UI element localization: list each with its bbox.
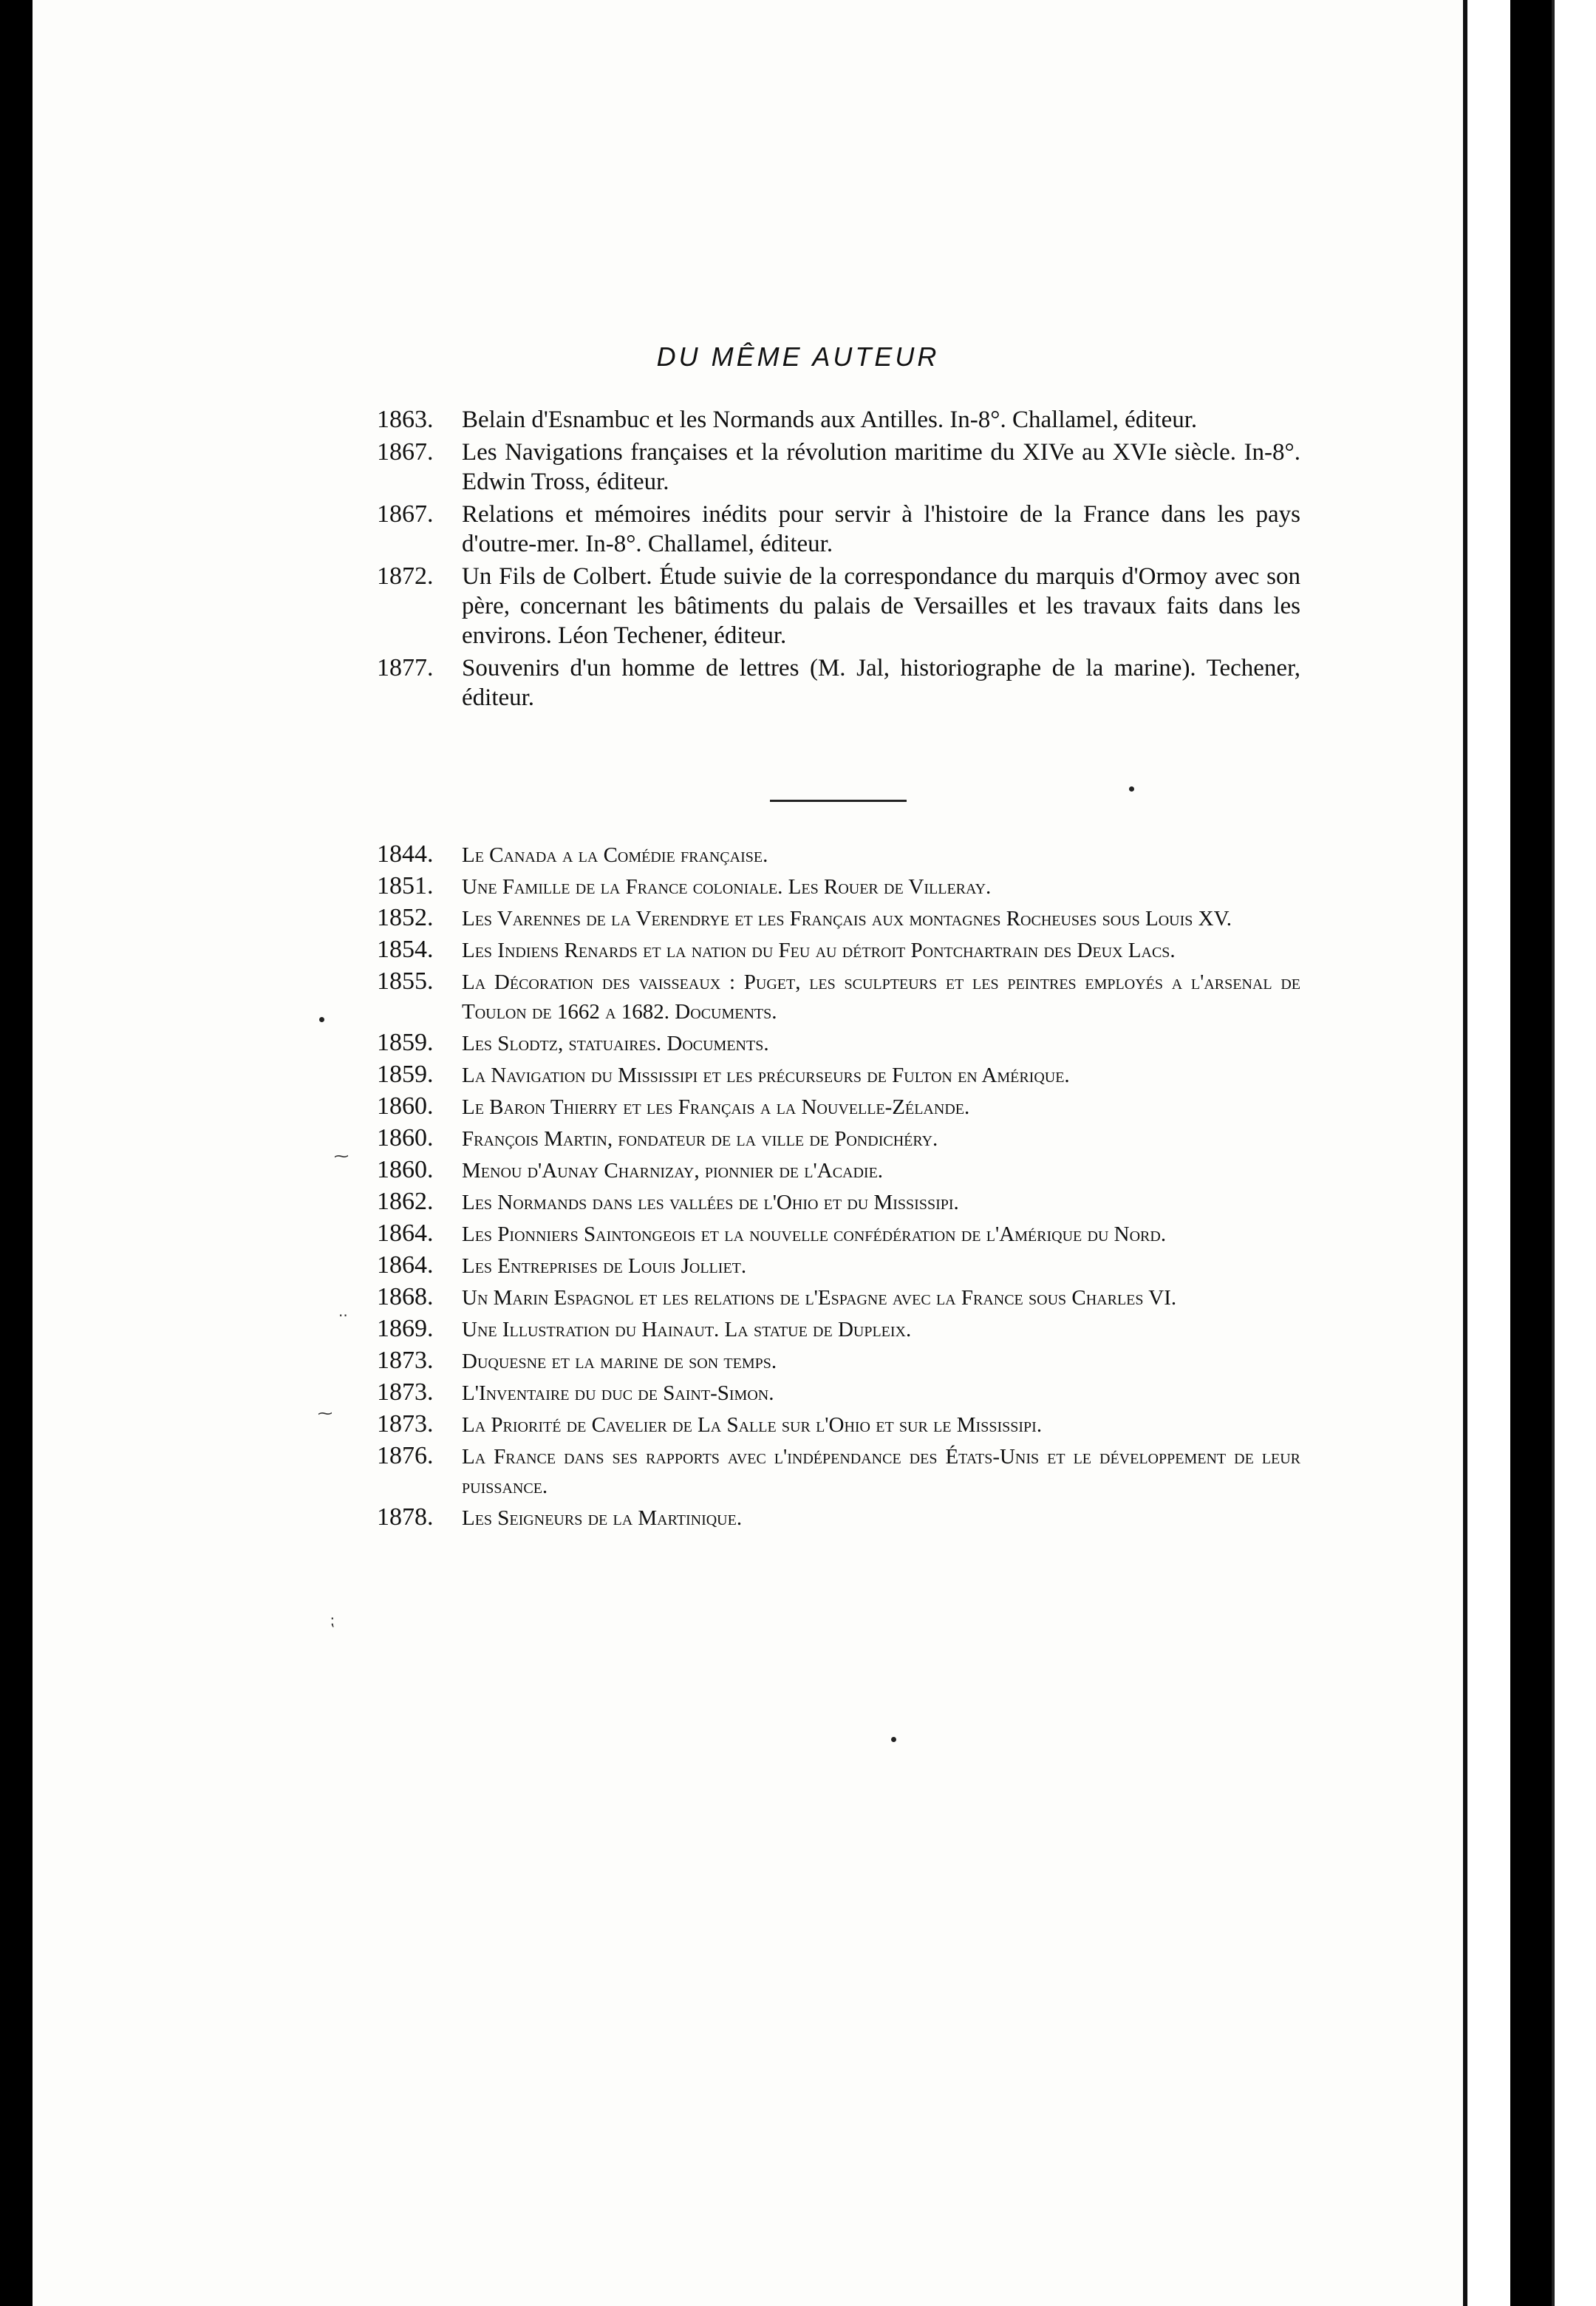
list-item [377,1282,1300,1313]
entry-text: Une Illustration du Hainaut. La statue de Dupleix. [462,1318,912,1341]
secondary-works-list [377,840,1300,1534]
list-item [377,903,1300,933]
entry-year: 1851. [377,872,434,899]
margin-mark: ·· [338,1307,348,1324]
entry-text: Belain d'Esnambuc et les Normands aux Antilles. In-8°. Challamel, éditeur. [462,407,1198,433]
entry-text: Les Navigations françaises et la révolution maritime du XIVe au XVIe siècle. In-8°. Edwin Tross, éditeur. [462,439,1300,495]
entry-text: Les Normands dans les vallées de l'Ohio et du Mississipi. [462,1191,959,1214]
section-divider [770,800,907,802]
margin-mark: ⁏ [330,1611,335,1629]
list-item [377,1346,1300,1376]
entry-year: 1873. [377,1378,434,1406]
primary-works-list [377,405,1300,715]
entry-text: Menou d'Aunay Charnizay, pionnier de l'Acadie. [462,1159,884,1183]
list-item [377,1123,1300,1154]
list-item [377,1219,1300,1249]
list-item [377,1060,1300,1090]
list-item [377,405,1300,435]
list-item [377,1441,1300,1501]
entry-year: 1867. [377,438,434,466]
entry-text: Les Seigneurs de la Martinique. [462,1506,743,1530]
entry-text: La Navigation du Mississipi et les précurseurs de Fulton en Amérique. [462,1064,1070,1087]
entry-year: 1867. [377,500,434,528]
list-item [377,1028,1300,1058]
list-item [377,438,1300,497]
entry-year: 1844. [377,840,434,868]
list-item [377,840,1300,870]
entry-text: La France dans ses rapports avec l'indépendance des États-Unis et le développement de leur puissance. [462,1445,1300,1498]
entry-year: 1877. [377,654,434,681]
entry-text: Duquesne et la marine de son temps. [462,1350,777,1373]
entry-year: 1864. [377,1251,434,1279]
entry-year: 1863. [377,406,434,433]
entry-text: La Décoration des vaisseaux : Puget, les sculpteurs et les peintres employés a l'arsenal de Toulon de 1662 a 1682. Documents. [462,970,1300,1024]
entry-year: 1873. [377,1410,434,1438]
entry-year: 1873. [377,1347,434,1374]
list-item [377,871,1300,902]
entry-text: Un Marin Espagnol et les relations de l'Espagne avec la France sous Charles VI. [462,1286,1177,1310]
entry-year: 1869. [377,1315,434,1342]
entry-text: Souvenirs d'un homme de lettres (M. Jal, historiographe de la marine). Techener, éditeur. [462,655,1300,711]
list-item [377,500,1300,559]
list-item [377,935,1300,965]
ink-speck [891,1737,896,1742]
entry-year: 1860. [377,1124,434,1152]
entry-text: La Priorité de Cavelier de La Salle sur l'Ohio et sur le Mississipi. [462,1413,1043,1437]
list-item [377,1503,1300,1533]
entry-year: 1854. [377,936,434,963]
entry-text: Un Fils de Colbert. Étude suivie de la correspondance du marquis d'Ormoy avec son père, concernant les bâtiments du palais de Versailles et les travaux faits dans les environs. Léon Techener, éditeur. [462,563,1300,649]
entry-year: 1860. [377,1092,434,1120]
list-item [377,653,1300,712]
entry-year: 1878. [377,1503,434,1531]
entry-text: Les Varennes de la Verendrye et les Français aux montagnes Rocheuses sous Louis XV. [462,907,1232,931]
entry-text: Les Pionniers Saintongeois et la nouvelle confédération de l'Amérique du Nord. [462,1222,1167,1246]
entry-text: Les Entreprises de Louis Jolliet. [462,1254,747,1278]
list-item [377,1314,1300,1344]
entry-year: 1860. [377,1156,434,1183]
list-item [377,1409,1300,1440]
ink-speck [319,1017,324,1022]
entry-text: Le Baron Thierry et les Français a la Nouvelle-Zélande. [462,1095,970,1119]
entry-text: L'Inventaire du duc de Saint-Simon. [462,1381,774,1405]
entry-year: 1862. [377,1188,434,1215]
margin-mark: ⁓ [318,1404,332,1422]
entry-year: 1859. [377,1029,434,1056]
page-heading: DU MÊME AUTEUR [656,341,940,372]
list-item [377,967,1300,1027]
list-item [377,562,1300,650]
entry-text: Relations et mémoires inédits pour servir à l'histoire de la France dans les pays d'outre-mer. In-8°. Challamel, éditeur. [462,501,1300,557]
ink-speck [1129,786,1134,792]
entry-year: 1868. [377,1283,434,1310]
entry-text: François Martin, fondateur de la ville de Pondichéry. [462,1127,938,1151]
entry-year: 1876. [377,1442,434,1469]
margin-mark: ⁓ [334,1147,349,1165]
entry-text: Une Famille de la France coloniale. Les Rouer de Villeray. [462,875,992,899]
list-item [377,1378,1300,1408]
list-item [377,1187,1300,1217]
entry-year: 1859. [377,1061,434,1088]
entry-text: Les Slodtz, statuaires. Documents. [462,1032,769,1055]
entry-year: 1852. [377,904,434,931]
list-item [377,1155,1300,1186]
entry-text: Les Indiens Renards et la nation du Feu au détroit Pontchartrain des Deux Lacs. [462,939,1176,962]
entry-text: Le Canada a la Comédie française. [462,843,768,867]
entry-year: 1864. [377,1220,434,1247]
list-item [377,1092,1300,1122]
list-item [377,1251,1300,1281]
entry-year: 1872. [377,562,434,590]
entry-year: 1855. [377,967,434,995]
